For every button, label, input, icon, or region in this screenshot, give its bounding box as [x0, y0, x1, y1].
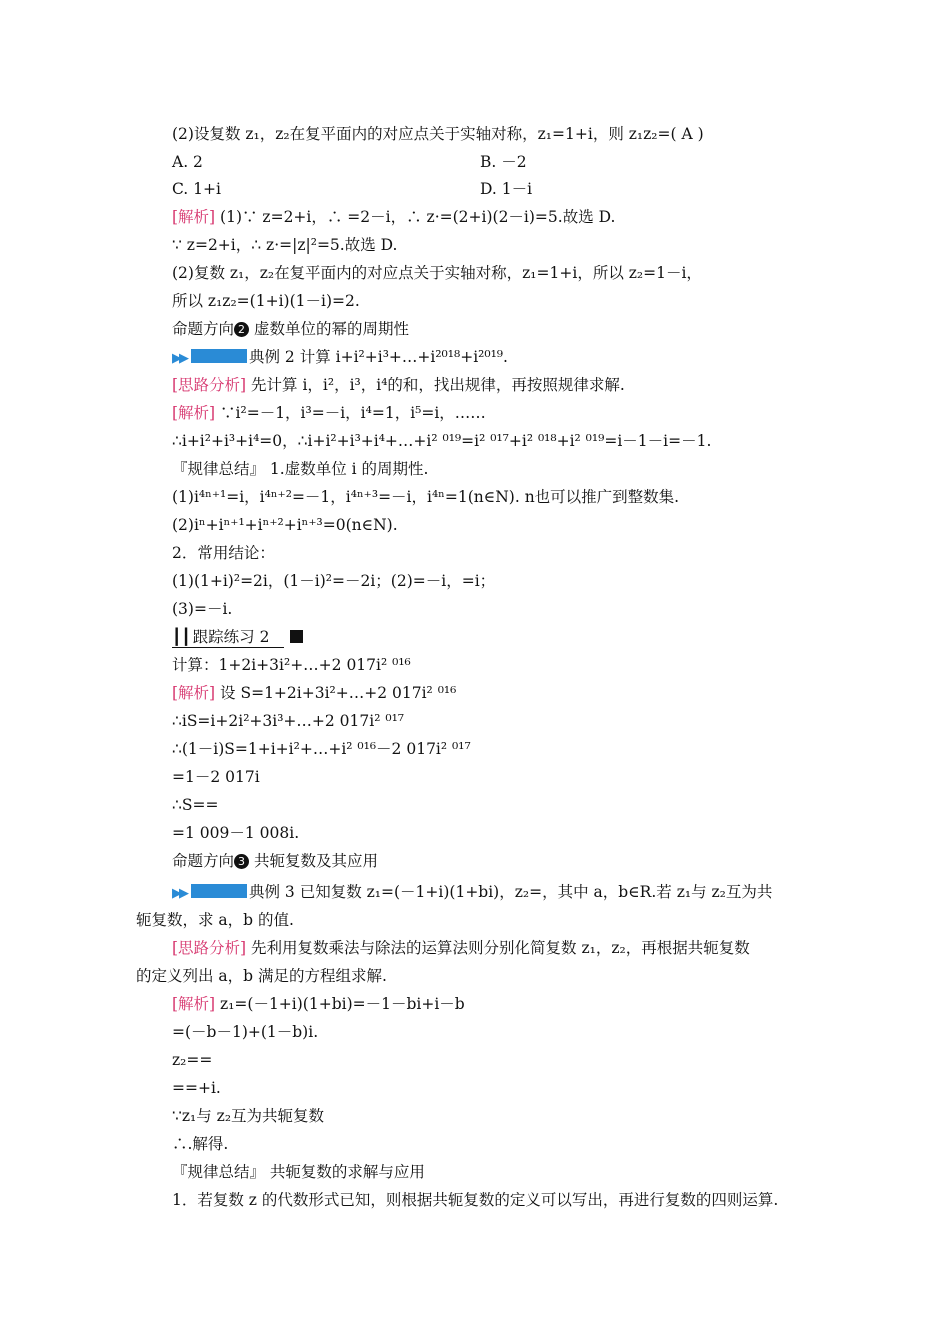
solution-line: =(－b－1)+(1－b)i.: [172, 1023, 319, 1041]
solution-line: =1－2 017i: [172, 768, 260, 786]
double-arrow-icon: ▶▶: [172, 886, 186, 901]
solution-tag: [解析]: [172, 404, 216, 422]
solution-line: ==+i.: [172, 1079, 221, 1097]
practice-question: 计算：1+2i+3i²+…+2 017i² ⁰¹⁶: [172, 656, 411, 674]
solution-line: =1 009－1 008i.: [172, 824, 300, 842]
summary-line: 『规律总结』 共轭复数的求解与应用: [172, 1163, 425, 1181]
solution-line: ∵ z=2+i，∴ z·=|z|²=5.故选 D.: [172, 236, 398, 254]
practice-heading: ┃┃ 跟踪练习 2: [172, 626, 303, 648]
solution-tag: [解析]: [172, 684, 216, 702]
solution-line: 所以 z₁z₂=(1+i)(1－i)=2.: [172, 292, 360, 310]
square-marker-icon: [290, 630, 303, 643]
option-c: C. 1+i: [172, 180, 221, 198]
section-heading: 命题方向 2 虚数单位的幂的周期性: [172, 320, 409, 338]
solution-line: ∴.解得.: [172, 1135, 229, 1153]
summary-line: 1．若复数 z 的代数形式已知，则根据共轭复数的定义可以写出，再进行复数的四则运算.: [172, 1191, 779, 1209]
solution-tag: [解析]: [172, 208, 216, 226]
summary-line: (1)(1+i)²=2i，(1－i)²=－2i；(2)=－i，=i；: [172, 572, 496, 590]
summary-line: 『规律总结』 1.虚数单位 i 的周期性.: [172, 460, 429, 478]
analysis-line: [思路分析] 先计算 i，i²，i³，i⁴的和，找出规律，再按照规律求解.: [172, 376, 625, 394]
analysis-line: [思路分析] 先利用复数乘法与除法的运算法则分别化简复数 z₁，z₂，再根据共轭复数: [172, 939, 750, 957]
summary-line: (1)i⁴ⁿ⁺¹=i，i⁴ⁿ⁺²=－1，i⁴ⁿ⁺³=－i，i⁴ⁿ=1(n∈N). n也可以推广到整数集.: [172, 488, 680, 506]
solution-line: [解析] ∵i²=－1，i³=－i，i⁴=1，i⁵=i，……: [172, 404, 486, 422]
bar-marker-icon: ┃┃: [172, 627, 191, 646]
number-badge: 3: [234, 854, 249, 869]
section-heading: 命题方向 3 共轭复数及其应用: [172, 852, 378, 870]
example-title: ▶▶ 典例 3 已知复数 z₁=(－1+i)(1+bi)，z₂=，其中 a，b∈R.若 z₁与 z₂互为共: [172, 883, 773, 901]
number-badge: 2: [234, 322, 249, 337]
option-b: B. －2: [480, 153, 527, 171]
example-text: 轭复数，求 a，b 的值.: [136, 911, 294, 929]
label-block-icon: [191, 884, 247, 898]
solution-line: [解析] z₁=(－1+i)(1+bi)=－1－bi+i－b: [172, 995, 465, 1013]
option-a: A. 2: [172, 153, 203, 171]
example-title: ▶▶ 典例 2 计算 i+i²+i³+…+i²⁰¹⁸+i²⁰¹⁹.: [172, 348, 508, 366]
solution-line: ∵z₁与 z₂互为共轭复数: [172, 1107, 325, 1125]
analysis-tag: [思路分析]: [172, 939, 247, 957]
solution-line: ∴iS=i+2i²+3i³+…+2 017i² ⁰¹⁷: [172, 712, 405, 730]
label-block-icon: [191, 349, 247, 363]
summary-line: (3)=－i.: [172, 600, 233, 618]
summary-line: 2．常用结论：: [172, 544, 275, 562]
solution-line: ∴S==: [172, 796, 219, 814]
summary-line: (2)iⁿ+iⁿ⁺¹+iⁿ⁺²+iⁿ⁺³=0(n∈N).: [172, 516, 398, 534]
solution-line: [解析] (1)∵ z=2+i，∴ =2－i，∴ z·=(2+i)(2－i)=5.故选 D.: [172, 208, 616, 226]
solution-line: ∴(1－i)S=1+i+i²+…+i² ⁰¹⁶－2 017i² ⁰¹⁷: [172, 740, 471, 758]
solution-line: [解析] 设 S=1+2i+3i²+…+2 017i² ⁰¹⁶: [172, 684, 457, 702]
solution-line: z₂==: [172, 1051, 213, 1069]
double-arrow-icon: ▶▶: [172, 351, 186, 366]
solution-line: (2)复数 z₁，z₂在复平面内的对应点关于实轴对称，z₁=1+i，所以 z₂=1－i，: [172, 264, 702, 282]
analysis-line: 的定义列出 a，b 满足的方程组求解.: [136, 967, 387, 985]
solution-line: ∴i+i²+i³+i⁴=0，∴i+i²+i³+i⁴+…+i² ⁰¹⁹=i² ⁰¹⁷+i² ⁰¹⁸+i² ⁰¹⁹=i－1－i=－1.: [172, 432, 712, 450]
solution-tag: [解析]: [172, 995, 216, 1013]
analysis-tag: [思路分析]: [172, 376, 247, 394]
option-d: D. 1－i: [480, 180, 533, 198]
question-stem: (2)设复数 z₁，z₂在复平面内的对应点关于实轴对称，z₁=1+i，则 z₁z₂=( A ): [172, 125, 704, 143]
